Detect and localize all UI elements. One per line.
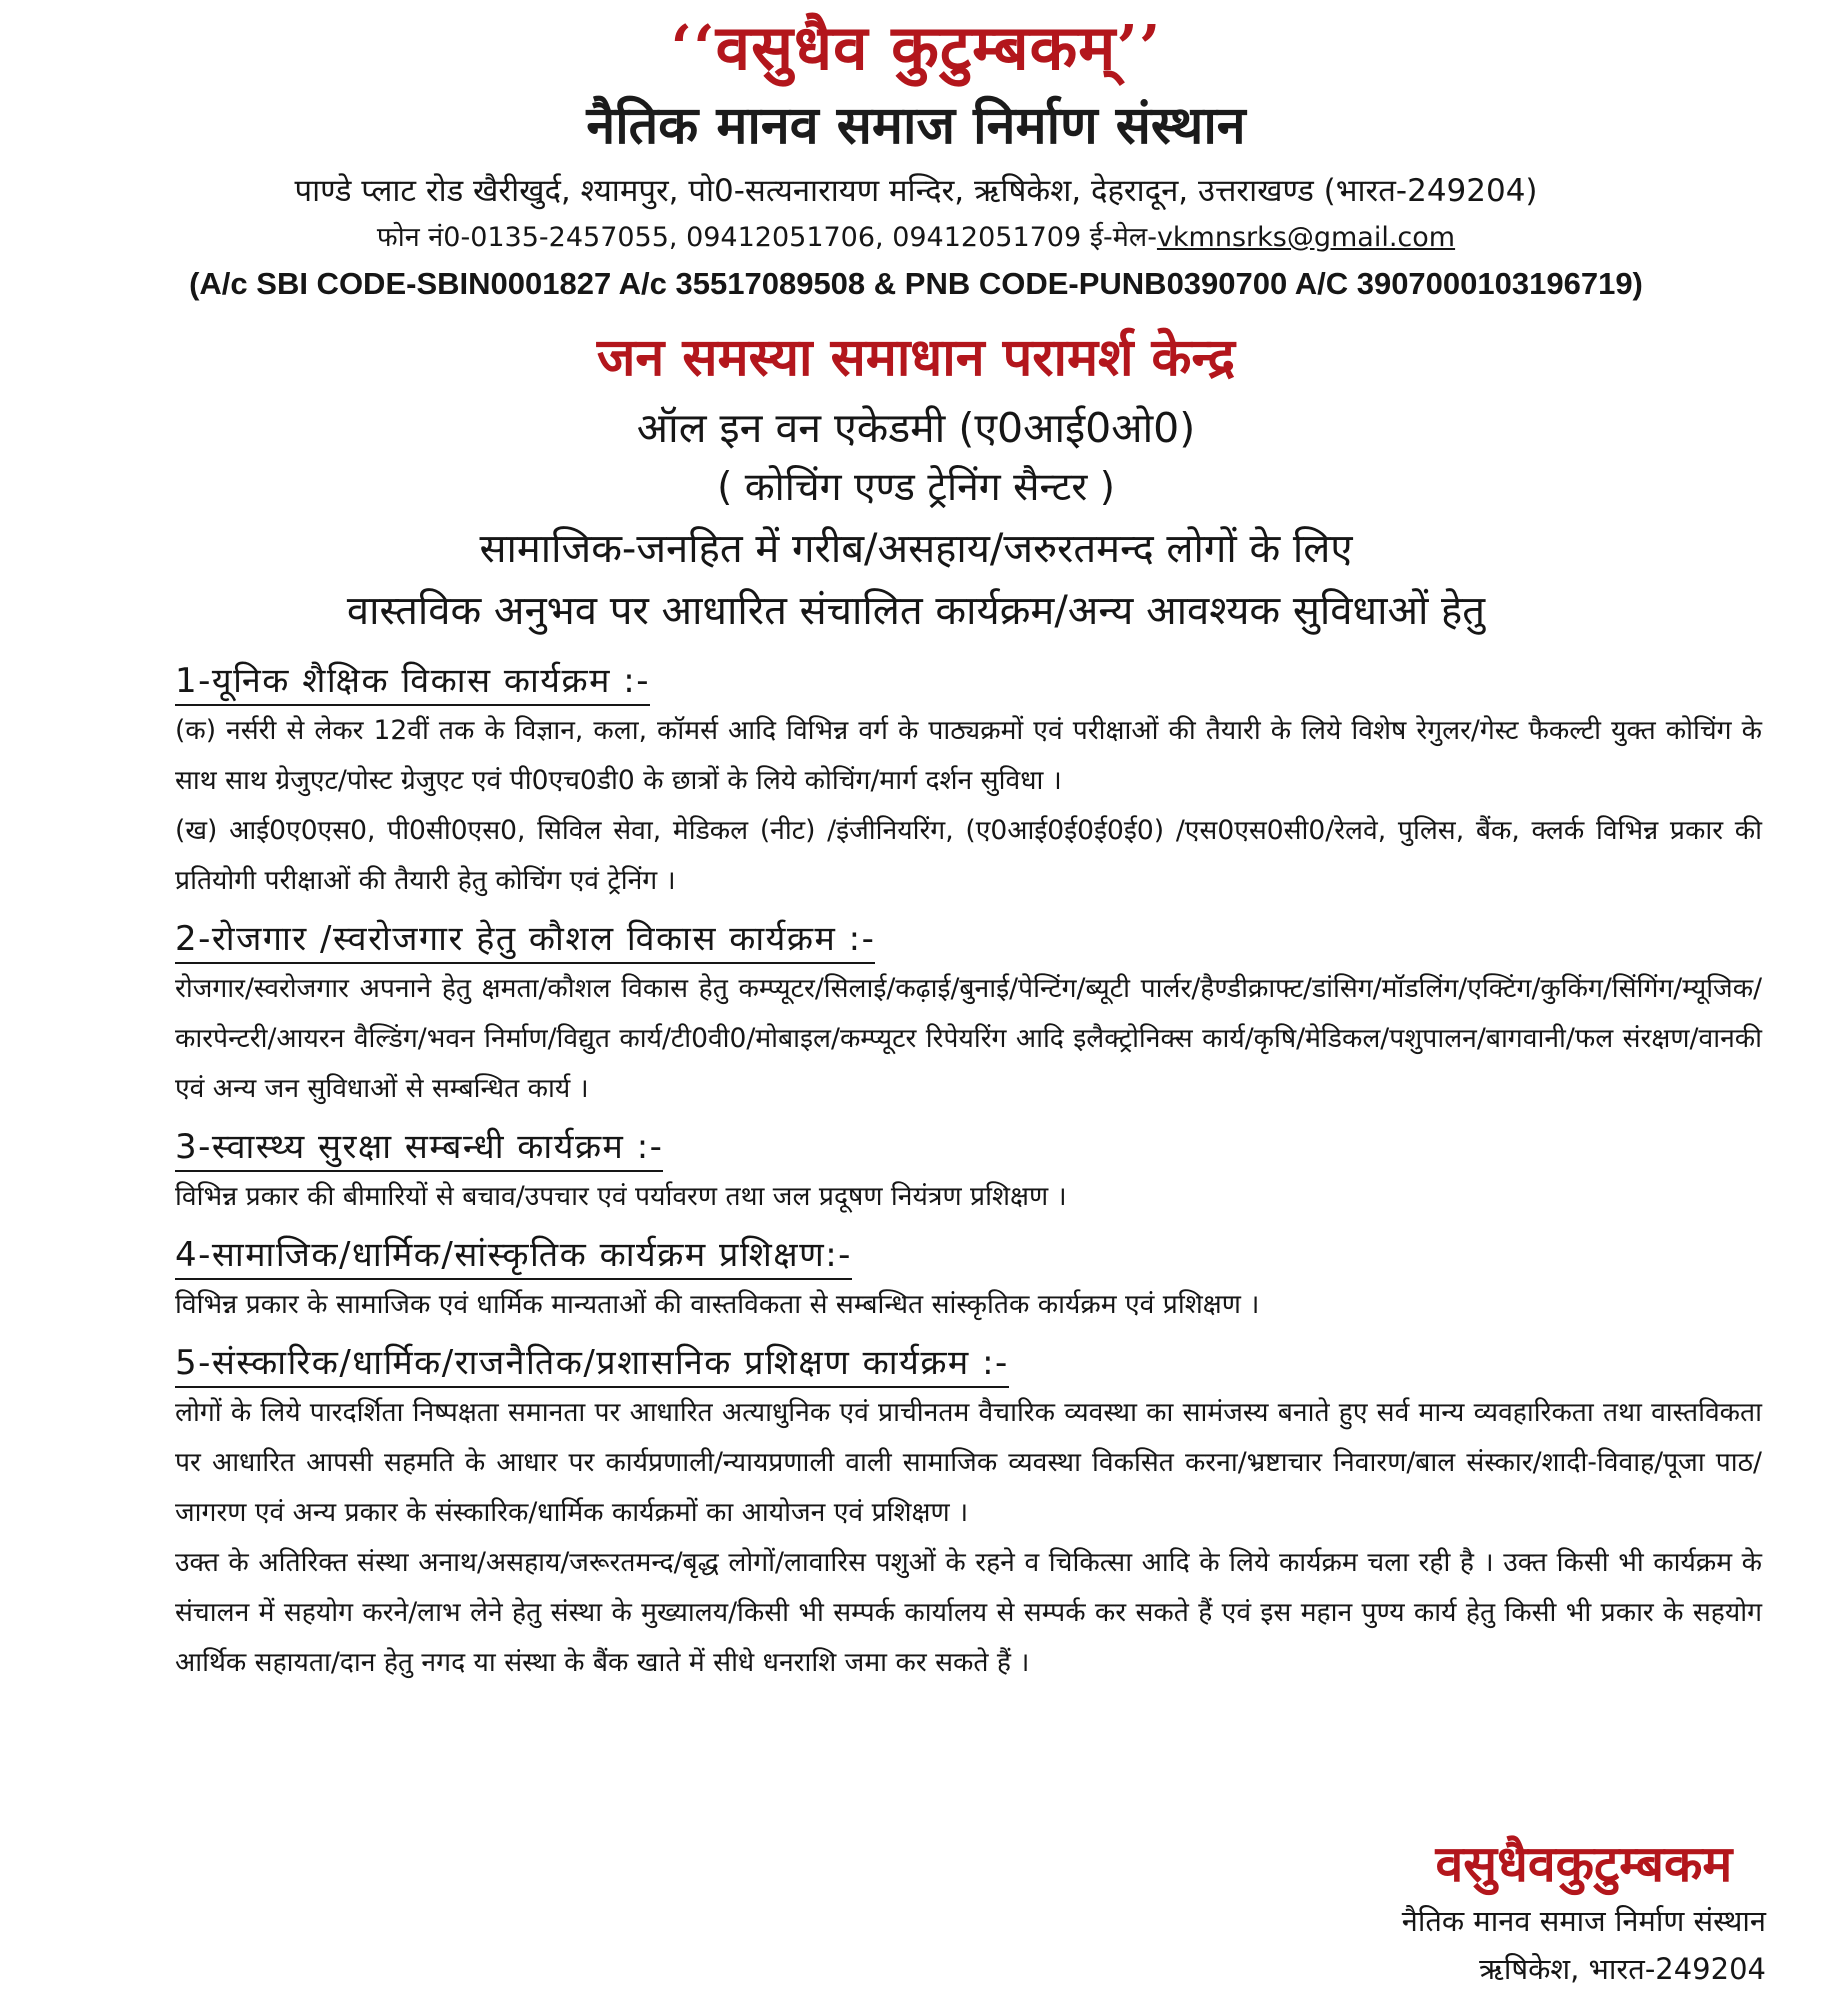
section-title: 2-रोजगार /स्वरोजगार हेतु कौशल विकास कार्यक्रम :- — [175, 916, 875, 964]
contact-line — [40, 216, 1792, 260]
organization-name: नैतिक मानव समाज निर्माण संस्थान — [586, 96, 1246, 156]
section-title: 4-सामाजिक/धार्मिक/सांस्कृतिक कार्यक्रम प्रशिक्षण:- — [175, 1232, 852, 1280]
section-title: 3-स्वास्थ्य सुरक्षा सम्बन्धी कार्यक्रम :- — [175, 1124, 663, 1172]
section-health — [175, 1114, 1762, 1222]
section-paragraph: विभिन्न प्रकार की बीमारियों से बचाव/उपचार एवं पर्यावरण तथा जल प्रदूषण नियंत्रण प्रशिक्षण । — [175, 1181, 1067, 1212]
section-paragraph: विभिन्न प्रकार के सामाजिक एवं धार्मिक मान्यताओं की वास्तविकता से सम्बन्धित सांस्कृतिक कार्यक्रम एवं प्रशिक्षण । — [175, 1289, 1260, 1320]
academy-name: ऑल इन वन एकेडमी (ए0आई0ओ0) — [636, 404, 1196, 452]
section-education — [175, 648, 1762, 906]
centre-subtitle: ( कोचिंग एण्ड ट्रेनिंग सैन्टर ) — [717, 465, 1115, 510]
centre-title: जन समस्या समाधान परामर्श केन्द्र — [596, 327, 1236, 388]
purpose-line-1: सामाजिक-जनहित में गरीब/असहाय/जरुरतमन्द लोगों के लिए — [479, 526, 1353, 572]
section-title: 5-संस्कारिक/धार्मिक/राजनैतिक/प्रशासनिक प्रशिक्षण कार्यक्रम :- — [175, 1340, 1009, 1388]
section-administrative — [175, 1330, 1762, 1688]
signature-name: वसुधैवकुटुम्बकम — [1435, 1834, 1733, 1893]
programs-list — [40, 642, 1792, 1688]
signature-block — [1402, 1830, 1766, 1994]
section-employment — [175, 906, 1762, 1114]
phone-numbers: फोन नं0-0135-2457055, 09412051706, 09412051709 ई-मेल- — [376, 222, 1157, 253]
email-address: vkmnsrks@gmail.com — [1156, 222, 1456, 253]
section-paragraph: (ख) आई0ए0एस0, पी0सी0एस0, सिविल सेवा, मेडिकल (नीट) /इंजीनियरिंग, (ए0आई0ई0ई0ई0) /एस0एस0सी0/रेलवे, पुलिस, बैंक, क्लर्क विभिन्न प्रकार की प्रतियोगी परीक्षाओं की तैयारी हेतु कोचिंग एवं ट्रेनिंग । — [175, 815, 1762, 896]
section-paragraph: रोजगार/स्वरोजगार अपनाने हेतु क्षमता/कौशल विकास हेतु कम्प्यूटर/सिलाई/कढ़ाई/बुनाई/पेन्टिंग/ब्यूटी पार्लर/हैण्डीक्राफ्ट/डांसिग/मॉडलिंग/एक्टिंग/कुकिंग/सिंगिंग/म्यूजिक/कारपेन्टरी/आयरन वैल्डिंग/भवन निर्माण/विद्युत कार्य/टी0वी0/मोबाइल/कम्प्यूटर रिपेयरिंग आदि इलैक्ट्रोनिक्स कार्य/कृषि/मेडिकल/पशुपालन/बागवानी/फल संरक्षण/वानकी एवं अन्य जन सुविधाओं से सम्बन्धित कार्य । — [175, 973, 1762, 1104]
address-line: पाण्डे प्लाट रोड खैरीखुर्द, श्यामपुर, पो0-सत्यनारायण मन्दिर, ऋषिकेश, देहरादून, उत्तराखण्ड (भारत-249204) — [294, 173, 1538, 209]
section-paragraph: (क) नर्सरी से लेकर 12वीं तक के विज्ञान, कला, कॉमर्स आदि विभिन्न वर्ग के पाठ्यक्रमों एवं परीक्षाओं की तैयारी के लिये विशेष रेगुलर/गेस्ट फैकल्टी युक्त कोचिंग के साथ साथ ग्रेजुएट/पोस्ट ग्रेजुएट एवं पी0एच0डी0 के छात्रों के लिये कोचिंग/मार्ग दर्शन सुविधा । — [175, 715, 1762, 796]
section-paragraph: उक्त के अतिरिक्त संस्था अनाथ/असहाय/जरूरतमन्द/बृद्ध लोगों/लावारिस पशुओं के रहने व चिकित्सा आदि के लिये कार्यक्रम चला रही है । उक्त किसी भी कार्यक्रम के संचालन में सहयोग करने/लाभ लेने हेतु संस्था के मुख्यालय/किसी भी सम्पर्क कार्यालय से सम्पर्क कर सकते हैं एवं इस महान पुण्य कार्य हेतु किसी भी प्रकार के सहयोग आर्थिक सहायता/दान हेतु नगद या संस्था के बैंक खाते में सीधे धनराशि जमा कर सकते हैं । — [175, 1547, 1762, 1678]
signature-place: ऋषिकेश, भारत-249204 — [1479, 1952, 1766, 1986]
purpose-line-2: वास्तविक अनुभव पर आधारित संचालित कार्यक्रम/अन्य आवश्यक सुविधाओं हेतु — [346, 588, 1486, 634]
bank-details: (A/c SBI CODE-SBIN0001827 A/c 35517089508 & PNB CODE-PUNB0390700 A/C 3907000103196719) — [189, 266, 1643, 301]
section-social — [175, 1222, 1762, 1330]
section-paragraph: लोगों के लिये पारदर्शिता निष्पक्षता समानता पर आधारित अत्याधुनिक एवं प्राचीनतम वैचारिक व्यवस्था का सामंजस्य बनाते हुए सर्व मान्य व्यवहारिकता तथा वास्तविकता पर आधारित आपसी सहमति के आधार पर कार्यप्रणाली/न्यायप्रणाली वाली सामाजिक व्यवस्था विकसित करना/भ्रष्टाचार निवारण/बाल संस्कार/शादी-विवाह/पूजा पाठ/जागरण एवं अन्य प्रकार के संस्कारिक/धार्मिक कार्यक्रमों का आयोजन एवं प्रशिक्षण । — [175, 1397, 1762, 1528]
section-title: 1-यूनिक शैक्षिक विकास कार्यक्रम :- — [175, 658, 650, 706]
slogan-heading: ‘‘वसुधैव कुटुम्बकम्’’ — [670, 11, 1162, 84]
signature-organization: नैतिक मानव समाज निर्माण संस्थान — [1401, 1904, 1766, 1938]
